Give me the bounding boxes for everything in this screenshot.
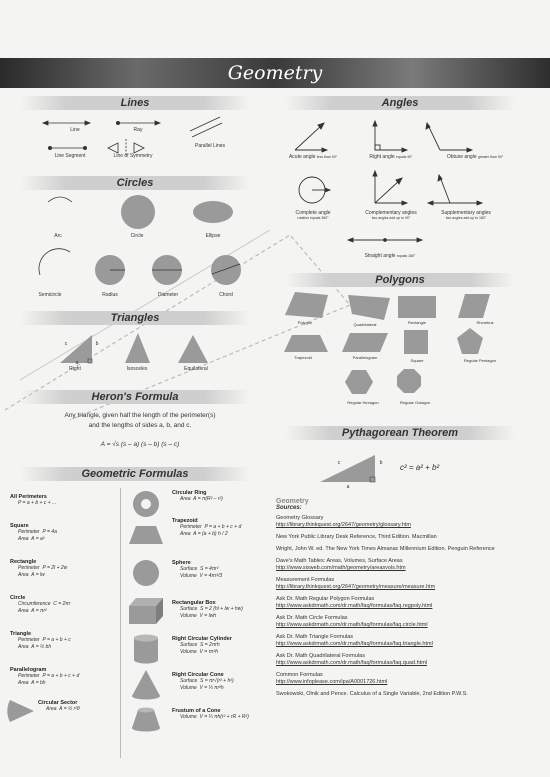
source-item xyxy=(276,615,526,629)
formula-body: Area A = ½ r²θ xyxy=(46,706,80,712)
formula-trapezoid xyxy=(172,518,241,538)
formula-triangle xyxy=(10,631,71,651)
source-title: Common Formulas xyxy=(276,672,323,678)
formula-title: Frustum of a Cone xyxy=(172,708,221,714)
obtuse-angle-note: greater than 90° xyxy=(478,155,504,159)
semicircle-shape xyxy=(39,249,70,275)
formula-all-perimeters xyxy=(10,494,56,507)
formula-body: Surface S = 4πr² Volume V = 4πr³/3 xyxy=(180,566,223,579)
equilateral-triangle-shape xyxy=(178,335,208,363)
formula-square xyxy=(10,523,57,543)
polygons-diagrams xyxy=(280,290,520,410)
formula-circular-ring xyxy=(172,490,223,503)
straight-angle-name: Straight angle xyxy=(364,253,396,259)
source-title: Ask Dr. Math Regular Polygon Formulas xyxy=(276,596,375,602)
radius-label: Radius xyxy=(102,292,118,298)
sources-panel xyxy=(276,498,526,703)
formula-circle xyxy=(10,595,70,615)
formula-sphere xyxy=(172,560,222,580)
obtuse-angle-label xyxy=(430,154,520,160)
circles-heading: Circles xyxy=(20,176,250,190)
herons-description xyxy=(30,412,250,429)
obtuse-angle-name: Obtuse angle xyxy=(446,154,477,160)
arc-label: Arc xyxy=(54,233,62,239)
source-item xyxy=(276,596,526,610)
angles-heading: Angles xyxy=(285,96,515,110)
formula-body: P = a + b + c + ... xyxy=(18,500,57,506)
line-label: Line xyxy=(70,127,80,133)
right-triangle-shape xyxy=(60,335,92,363)
formula-body: Perimeter P = 2l + 2w Area A = lw xyxy=(18,565,68,578)
source-title: Geometry Glossary xyxy=(276,515,324,521)
formula-body: Volume V = ⅓ πh(r² + rR + R²) xyxy=(180,714,249,720)
straight-angle-label xyxy=(350,253,430,259)
right-triangle-label: Right xyxy=(69,366,81,372)
formula-body: Surface S = 2 (hl + lw + hw) Volume V = lwh xyxy=(180,606,243,619)
formula-body: Circumference C = 2πr Area A = πr² xyxy=(18,601,71,614)
source-item xyxy=(276,546,526,553)
formula-title: Circular Ring xyxy=(172,490,207,496)
complete-angle-name: Complete angle xyxy=(295,210,331,216)
trapezoid-label: Trapezoid xyxy=(294,355,312,360)
circles-diagrams xyxy=(30,190,260,295)
pythagorean-triangle xyxy=(315,450,395,490)
line-segment-label: Line Segment xyxy=(54,153,86,159)
ellipse-shape xyxy=(193,201,233,223)
herons-text-line-1: Any triangle, given half the length of the perimeter(s) xyxy=(64,412,216,419)
source-title: Wright, John W. ed. The New York Times Almanac Millennium Edition. Penguin Reference xyxy=(276,546,495,552)
complementary-angles-label xyxy=(355,210,427,220)
trapezoid-formula-shape xyxy=(129,526,163,544)
source-item xyxy=(276,515,526,529)
regular-hexagon-label: Regular Hexagon xyxy=(347,400,379,405)
rhombus-label: Rhombus xyxy=(476,320,494,325)
formula-parallelogram xyxy=(10,667,79,687)
acute-angle-name: Acute angle xyxy=(288,154,316,160)
arc-shape xyxy=(48,197,72,202)
rectangle-shape xyxy=(398,296,436,318)
sources-list xyxy=(276,515,526,698)
triangles-heading: Triangles xyxy=(20,311,250,325)
parallelogram-shape xyxy=(342,333,388,352)
right-angle-name: Right angle xyxy=(369,154,395,160)
chord-shape xyxy=(211,255,241,285)
formula-title: Circle xyxy=(10,595,26,601)
formula-rectangle xyxy=(10,559,67,579)
regular-octagon-label: Regular Octagon xyxy=(399,400,431,405)
diameter-label: Diameter xyxy=(157,292,179,298)
equilateral-triangle-label: Equilateral xyxy=(184,366,208,372)
formula-frustum xyxy=(172,708,249,721)
pythagorean-formula: c² = a² + b² xyxy=(400,463,440,472)
pythagorean-side-c: c xyxy=(337,460,341,466)
source-title: Swokowski, Olnik and Pence. Calculus of a Single Variable, 2nd Edition P.W.S. xyxy=(276,691,468,697)
source-title: Ask Dr. Math Triangle Formulas xyxy=(276,634,354,640)
source-link[interactable]: http://www.askdrmath.com/dr.math/faq/formulas/faq.regpoly.html xyxy=(276,603,433,609)
sources-heading: Geometry xyxy=(276,498,309,505)
source-link[interactable]: http://www.askdrmath.com/dr.math/faq/formulas/faq.circle.html xyxy=(276,622,428,628)
source-link[interactable]: http://www.askdrmath.com/dr.math/faq/formulas/faq.quad.html xyxy=(276,660,428,666)
rhombus-shape xyxy=(458,294,490,318)
complete-angle-note: rotation equals 360° xyxy=(297,216,329,220)
source-title: Measurement Formulas xyxy=(276,577,335,583)
formula-rectangular-box xyxy=(172,600,243,620)
herons-formula: A = √s (s – a) (s – b) (s – c) xyxy=(100,441,180,448)
complementary-angles-name: Complementary angles xyxy=(365,210,417,216)
regular-pentagon-label: Regular Pentagon xyxy=(463,358,497,363)
formula-body: Perimeter P = a + b + c + d Area A = (a + b) h / 2 xyxy=(180,524,242,537)
parallelogram-label: Parallelogram xyxy=(352,355,378,360)
ray-label: Ray xyxy=(133,127,143,133)
square-shape xyxy=(404,330,428,354)
polygons-heading: Polygons xyxy=(285,273,515,287)
ellipse-label: Ellipse xyxy=(205,233,221,239)
formula-shapes xyxy=(126,488,166,738)
angles-diagrams xyxy=(280,115,520,265)
source-title: Ask Dr. Math Quadrilateral Formulas xyxy=(276,653,365,659)
lines-heading: Lines xyxy=(20,96,250,110)
formula-title: Triangle xyxy=(10,631,32,637)
side-c-label: c xyxy=(64,341,68,347)
source-item xyxy=(276,691,526,698)
formula-cylinder xyxy=(172,636,232,656)
polygon-label: Polygon xyxy=(297,320,313,325)
regular-pentagon-shape xyxy=(457,328,483,354)
quadrilateral-shape xyxy=(348,295,390,320)
circular-sector-shape xyxy=(4,698,38,724)
acute-angle-label xyxy=(278,154,348,160)
isosceles-triangle-label: Isosceles xyxy=(126,366,148,372)
complementary-angles-note: two angles add up to 90° xyxy=(371,216,411,220)
formula-title: Right Circular Cone xyxy=(172,672,224,678)
rectangle-label: Rectangle xyxy=(407,320,426,325)
circle-shape xyxy=(121,195,155,229)
sphere-shape xyxy=(133,560,159,586)
circle-label: Circle xyxy=(130,233,144,239)
formula-title: Square xyxy=(10,523,29,529)
isosceles-triangle-shape xyxy=(125,333,150,363)
line-of-symmetry-label: Line of Symmetry xyxy=(113,153,153,159)
formula-title: All Perimeters xyxy=(10,494,47,500)
pythagorean-side-a: a xyxy=(346,484,350,490)
herons-heading: Heron's Formula xyxy=(20,390,250,404)
supplementary-angles-name: Supplementary angles xyxy=(441,210,491,216)
square-label: Square xyxy=(410,358,424,363)
formula-title: Right Circular Cylinder xyxy=(172,636,232,642)
sources-subheading: Sources: xyxy=(276,505,302,511)
regular-hexagon-shape xyxy=(345,370,373,394)
formula-title: Circular Sector xyxy=(38,700,78,706)
source-item xyxy=(276,558,526,572)
formula-title: Rectangular Box xyxy=(172,600,216,606)
page-title: Geometry xyxy=(227,62,323,84)
source-item xyxy=(276,672,526,686)
acute-angle-note: less than 90° xyxy=(316,155,338,159)
formula-circular-sector xyxy=(38,700,80,713)
cone-shape xyxy=(132,670,160,696)
parallel-lines-label: Parallel Lines xyxy=(194,143,226,149)
source-link[interactable]: http://www.askdrmath.com/dr.math/faq/formulas/faq.triangle.html xyxy=(276,641,433,647)
polygon-shape xyxy=(285,292,328,318)
formula-title: Sphere xyxy=(172,560,191,566)
source-title: New York Public Library Desk Reference, Third Edition. Macmillan xyxy=(276,534,437,540)
formula-title: Trapezoid xyxy=(172,518,198,524)
supplementary-angles-label xyxy=(428,210,504,220)
regular-octagon-shape xyxy=(397,369,421,393)
trapezoid-shape xyxy=(284,335,328,352)
source-title: Ask Dr. Math Circle Formulas xyxy=(276,615,348,621)
formula-title: Rectangle xyxy=(10,559,37,565)
source-item xyxy=(276,634,526,648)
source-link[interactable]: http://www.infoplease.com/ipa/A0001726.html xyxy=(276,679,388,685)
formula-body: Surface S = πr√(r² + h²) Volume V = ⅓ πr²h xyxy=(180,678,234,691)
source-item xyxy=(276,534,526,541)
right-angle-note: equals 90° xyxy=(396,155,413,159)
side-a-label: a xyxy=(75,360,79,366)
formulas-divider xyxy=(120,488,121,758)
semicircle-label: Semicircle xyxy=(38,292,62,298)
source-item xyxy=(276,577,526,591)
source-title: Dave's Math Tables: Areas, Volumes, Surface Areas xyxy=(276,558,403,564)
formulas-heading: Geometric Formulas xyxy=(20,467,250,481)
formula-body: Surface S = 2πrh Volume V = πr²h xyxy=(180,642,220,655)
source-item xyxy=(276,653,526,667)
complete-angle-label xyxy=(278,210,348,220)
formula-title: Parallelogram xyxy=(10,667,47,673)
formula-body: Perimeter P = a + b + c Area A = ½ bh xyxy=(18,637,71,650)
right-angle-label xyxy=(356,154,426,160)
pythagorean-heading: Pythagorean Theorem xyxy=(285,426,515,440)
herons-text-line-2: and the lengths of sides a, b, and c. xyxy=(88,422,192,429)
quadrilateral-label: Quadrilateral xyxy=(353,322,377,327)
source-link[interactable]: http://library.thinkquest.org/2647/geometry/glossary.htm xyxy=(276,522,411,528)
parallel-lines-shape xyxy=(190,117,220,131)
straight-angle-note: equals 180° xyxy=(396,254,416,258)
chord-label: Chord xyxy=(219,292,233,298)
supplementary-angles-note: two angles add up to 180° xyxy=(445,216,487,220)
source-link[interactable]: http://library.thinkquest.org/2647/geometry/measure/measure.htm xyxy=(276,584,436,590)
source-link[interactable]: http://www.sisweb.com/math/geometry/areasvols.htm xyxy=(276,565,406,571)
formula-cone xyxy=(172,672,234,692)
formula-body: Perimeter P = a + b + c + d Area A = bh xyxy=(18,673,80,686)
formula-body: Perimeter P = 4a Area A = a² xyxy=(18,529,57,542)
formula-body: Area A = π(R² – r²) xyxy=(180,496,223,502)
side-b-label: b xyxy=(95,341,99,347)
pythagorean-side-b: b xyxy=(379,460,383,466)
